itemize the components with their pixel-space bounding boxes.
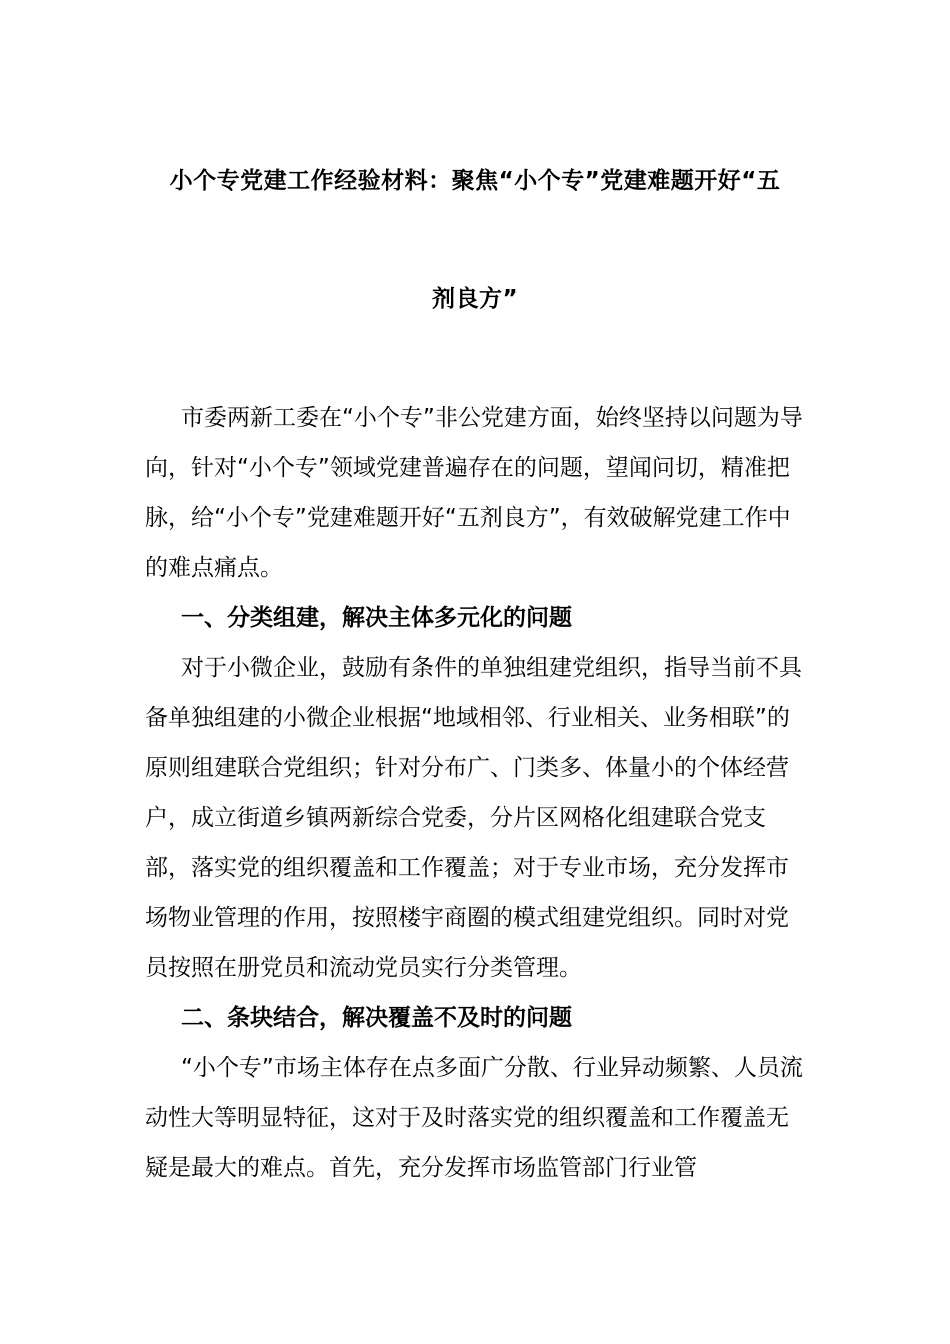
document-title-line-1: 小个专党建工作经验材料：聚焦“小个专”党建难题开好“五 (169, 168, 781, 194)
intro-paragraph: 市委两新工委在“小个专”非公党建方面，始终坚持以问题为导向，针对“小个专”领域党建普遍存在的问题，望闻问切，精准把脉，给“小个专”党建难题开好“五剂良方”，有效破解党建工作中的难点痛点。 (145, 405, 803, 581)
section-2-paragraph: “小个专”市场主体存在点多面广分散、行业异动频繁、人员流动性大等明显特征，这对于及时落实党的组织覆盖和工作覆盖无疑是最大的难点。首先，充分发挥市场监管部门行业管 (145, 1055, 803, 1181)
section-2-heading: 二、条块结合，解决覆盖不及时的问题 (181, 1005, 572, 1031)
document-title-line-2: 剂良方” (431, 286, 519, 312)
section-1-paragraph: 对于小微企业，鼓励有条件的单独组建党组织，指导当前不具备单独组建的小微企业根据“地域相邻、行业相关、业务相联”的原则组建联合党组织；针对分布广、门类多、体量小的个体经营户，成立街道乡镇两新综合党委，分片区网格化组建联合党支部，落实党的组织覆盖和工作覆盖；对于专业市场，充分发挥市场物业管理的作用，按照楼宇商圈的模式组建党组织。同时对党员按照在册党员和流动党员实行分类管理。 (145, 655, 802, 981)
section-1-heading: 一、分类组建，解决主体多元化的问题 (181, 605, 572, 631)
